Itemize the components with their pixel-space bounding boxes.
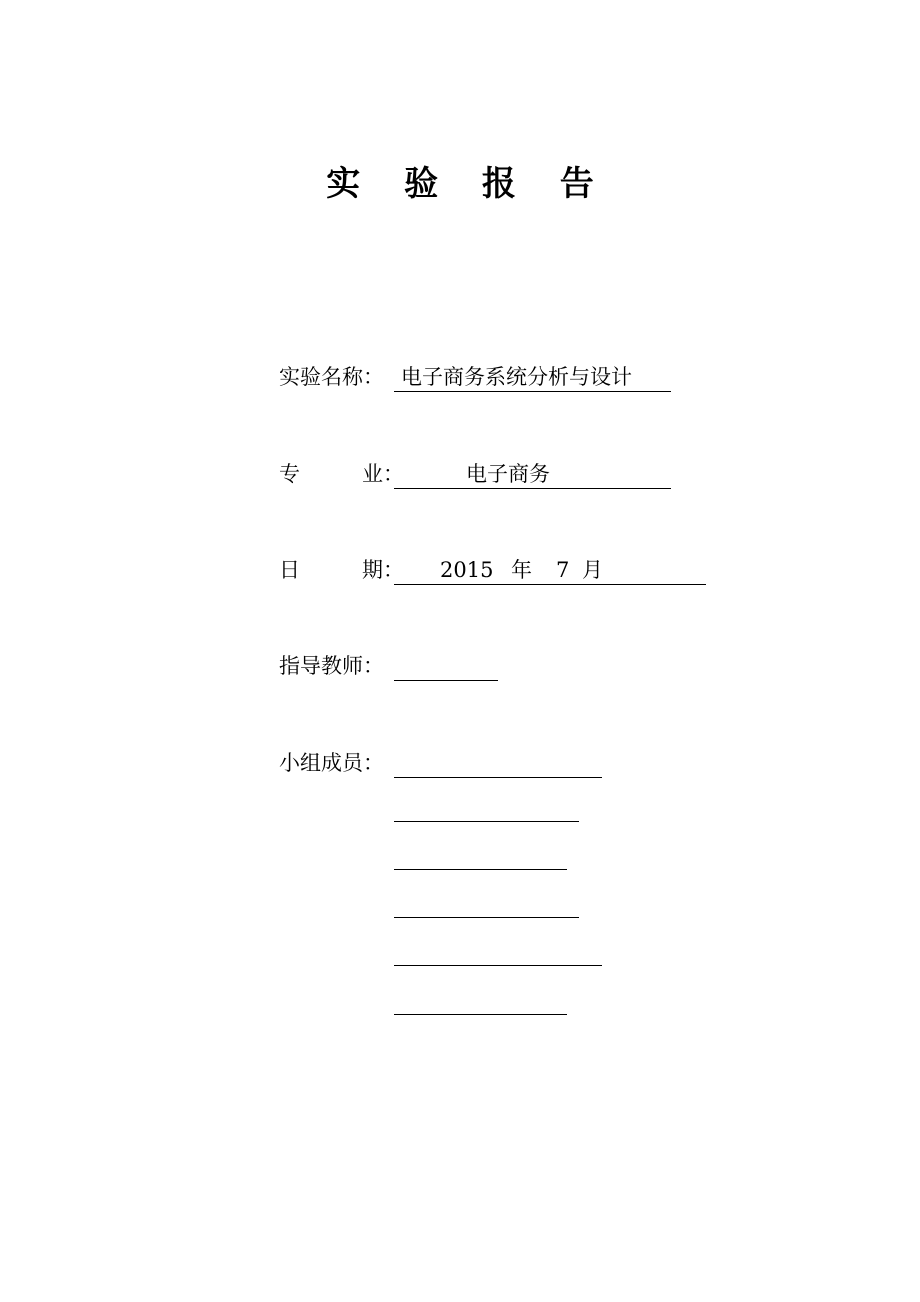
- date-year: 2015: [440, 558, 494, 582]
- date-month-unit: 月: [582, 558, 603, 582]
- experiment-name-field[interactable]: [394, 362, 671, 392]
- instructor-label: 指导教师：: [279, 654, 384, 678]
- date-field[interactable]: [394, 555, 706, 585]
- major-value: 电子商务: [466, 462, 550, 486]
- date-year-unit: 年: [511, 558, 532, 582]
- experiment-name-value: 电子商务系统分析与设计: [401, 365, 632, 389]
- title-char-4: 告: [559, 164, 594, 204]
- title-char-1: 实: [326, 164, 361, 204]
- date-label: [279, 555, 404, 585]
- title-char-2: 验: [404, 164, 439, 204]
- date-month: 7: [556, 558, 570, 582]
- date-label-part-1: 日: [279, 558, 300, 582]
- members-label: 小组成员：: [279, 751, 384, 775]
- instructor-field[interactable]: [394, 651, 498, 681]
- date-label-part-2: 期：: [362, 558, 404, 582]
- member-field-6[interactable]: [394, 1013, 567, 1015]
- member-field-3[interactable]: [394, 868, 567, 870]
- report-title: [0, 162, 920, 206]
- member-field-5[interactable]: [394, 964, 602, 966]
- member-field-4[interactable]: [394, 916, 579, 918]
- major-label-part-2: 业：: [362, 462, 404, 486]
- major-label: [279, 459, 404, 489]
- member-field-1[interactable]: [394, 748, 602, 778]
- major-label-part-1: 专: [279, 462, 300, 486]
- member-field-2[interactable]: [394, 820, 579, 822]
- major-field[interactable]: [394, 459, 671, 489]
- experiment-name-label: 实验名称：: [279, 365, 384, 389]
- title-char-3: 报: [481, 164, 516, 204]
